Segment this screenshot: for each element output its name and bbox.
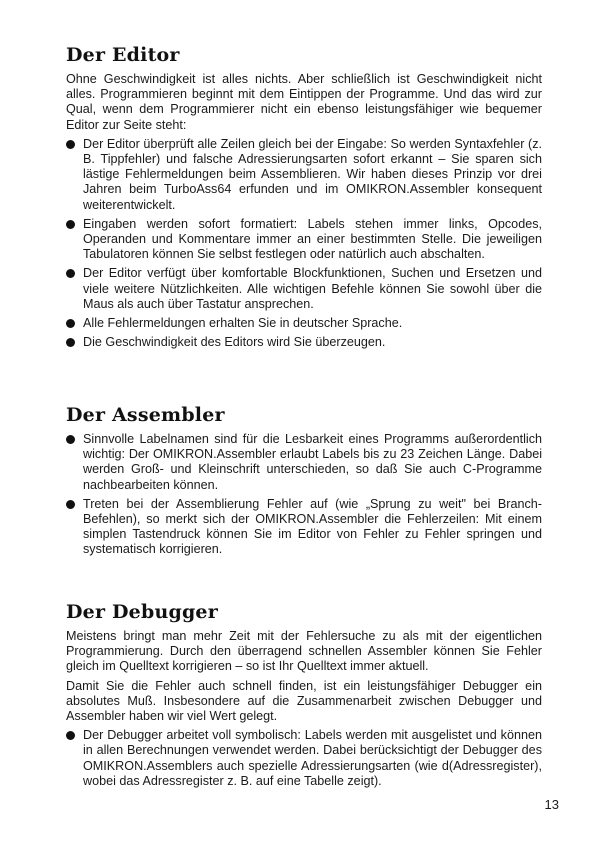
bullet-icon [66,338,75,347]
section-editor [66,44,542,354]
debugger-paragraph-1: Meistens bringt man mehr Zeit mit der Fehlersuche zu als mit der eigentlichen Programmierung. Durch den überragend schnellen Assembler können Sie Fehler gleich im Quelltext korrigieren – so ist Ihr Quelltext immer aktuell. [66,629,542,674]
list-item: Treten bei der Assemblierung Fehler auf (wie „Sprung zu weit" bei Branch-Befehlen), so merkt sich der OMIKRON.Assembler die Fehlerzeilen: Mit einem simplen Tastendruck können Sie im Editor von Fehler zu Fehler springen und systematisch korrigieren. [66,497,542,558]
list-item: Die Geschwindigkeit des Editors wird Sie überzeugen. [66,335,542,350]
section-assembler [66,404,542,562]
bullet-icon [66,500,75,509]
bullet-icon [66,140,75,149]
debugger-paragraph-2: Damit Sie die Fehler auch schnell finden, ist ein leistungsfähiger Debugger ein absolutes Muß. Insbesondere auf die Zusammenarbeit zwischen Debugger und Assembler haben wir viel Wert gelegt. [66,678,542,724]
section-title-debugger: Der Debugger [66,601,218,623]
list-item: Der Editor verfügt über komfortable Blockfunktionen, Suchen und Ersetzen und viele weitere Nützlichkeiten. Alle wichtigen Befehle können Sie sowohl über die Maus als auch über Tastatur ansprechen. [66,266,542,312]
list-item: Der Debugger arbeitet voll symbolisch: Labels werden mit ausgelistet und können in allen Berechnungen verwendet werden. Dabei berücksichtigt der Debugger des OMIKRON.Assemblers auch spezielle Adressierungsarten (wie d(Adressregister), wobei das Adressregister z. B. auf eine Tabelle zeigt). [66,728,542,789]
bullet-icon [66,319,75,328]
list-item: Sinnvolle Labelnamen sind für die Lesbarkeit eines Programms außerordentlich wichtig: Der OMIKRON.Assembler erlaubt Labels bis zu 23 Zeichen Länge. Dabei werden Groß- und Kleinschrift unterschieden, so daß Sie auch C-Programme nachbearbeiten können. [66,432,542,493]
page-number: 13 [544,797,559,812]
section-title-assembler: Der Assembler [66,404,225,426]
bullet-icon [66,269,75,278]
editor-intro-paragraph: Ohne Geschwindigkeit ist alles nichts. Aber schließlich ist Geschwindigkeit nicht alles. Programmieren beginnt mit dem Eintippen der Programme. Und das wird zur Qual, wenn dem Programmierer nicht ein ebenso leistungsfähiger wie bequemer Editor zur Seite steht: [66,72,542,132]
section-title-editor: Der Editor [66,44,180,66]
bullet-icon [66,731,75,740]
list-item: Alle Fehlermeldungen erhalten Sie in deutscher Sprache. [66,316,542,331]
list-item: Der Editor überprüft alle Zeilen gleich bei der Eingabe: So werden Syntaxfehler (z. B. Tippfehler) und falsche Adressierungsarten sofort erkannt – Sie sparen sich lästige Fehlermeldungen beim Assemblieren. Wir haben dieses Prinzip vor drei Jahren beim TurboAss64 erfunden und im OMIKRON.Assembler konsequent weiterentwickelt. [66,137,542,213]
section-debugger [66,601,542,793]
list-item: Eingaben werden sofort formatiert: Labels stehen immer links, Opcodes, Operanden und Kommentare immer an einer bestimmten Stelle. Die jeweiligen Tabulatoren können Sie selbst festlegen oder natürlich auch abschalten. [66,217,542,263]
debugger-bullet-list [66,728,542,789]
bullet-icon [66,435,75,444]
editor-bullet-list [66,137,542,351]
bullet-icon [66,220,75,229]
assembler-bullet-list [66,432,542,558]
